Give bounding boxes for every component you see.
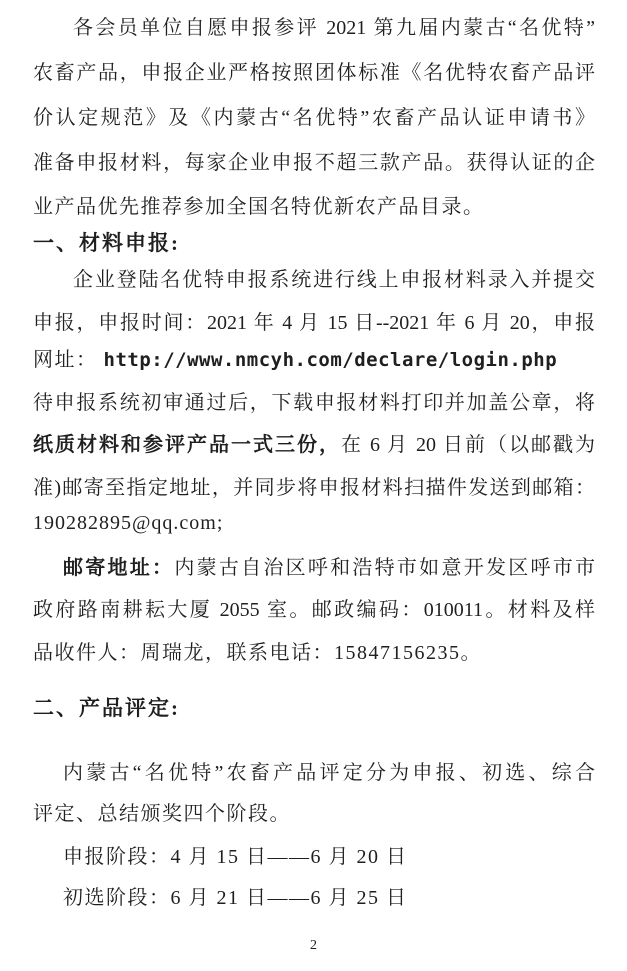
section2-para-line-2: 评定、总结颁奖四个阶段。 [33,803,291,825]
stage-preselection: 初选阶段：6 月 21 日——6 月 25 日 [63,887,408,909]
section1-para2-line-2 [33,430,595,460]
intro-line-4: 准备申报材料，每家企业申报不超三款产品。获得认证的企 [33,152,595,174]
intro-line-1: 各会员单位自愿申报参评 2021 第九届内蒙古“名优特” [73,17,595,39]
intro-line-3: 价认定规范》及《内蒙古“名优特”农畜产品认证申请书》 [33,107,595,129]
contact-email: 190282895@qq.com; [33,512,224,534]
mail-address-line-1 [33,553,595,583]
url-label: 网址： [33,349,98,371]
section2-para-line-1: 内蒙古“名优特”农畜产品评定分为申报、初选、综合 [63,762,595,784]
application-url: http://www.nmcyh.com/declare/login.php [103,349,558,371]
section1-para1-line-2: 申报，申报时间：2021 年 4 月 15 日--2021 年 6 月 20，申报 [33,312,595,334]
intro-line-2: 农畜产品，申报企业严格按照团体标准《名优特农畜产品评 [33,62,595,84]
bold-materials-text: 纸质材料和参评产品一式三份， [33,434,341,456]
stage-application: 申报阶段：4 月 15 日——6 月 20 日 [63,846,408,868]
mail-address-text: 内蒙古自治区呼和浩特市如意开发区呼市市 [174,557,596,579]
mail-address-label: 邮寄地址： [63,557,175,579]
mail-address-line-2: 政府路南耕耘大厦 2055 室。邮政编码：010011。材料及样 [33,599,595,621]
section1-para2-line-1: 待申报系统初审通过后，下载申报材料打印并加盖公章，将 [33,392,595,414]
mail-address-line-3: 品收件人：周瑞龙，联系电话：15847156235。 [33,642,482,664]
intro-line-5: 业产品优先推荐参加全国名特优新农产品目录。 [33,196,485,218]
section1-para2-line-3: 准)邮寄至指定地址，并同步将申报材料扫描件发送到邮箱： [33,477,595,499]
para2-line-2-rest: 在 6 月 20 日前（以邮戳为 [341,434,595,456]
section1-heading: 一、材料申报: [33,231,180,255]
section1-para1-line-1: 企业登陆名优特申报系统进行线上申报材料录入并提交 [73,269,595,291]
url-line [33,345,595,375]
section2-heading: 二、产品评定: [33,696,180,720]
page-number: 2 [310,938,317,953]
